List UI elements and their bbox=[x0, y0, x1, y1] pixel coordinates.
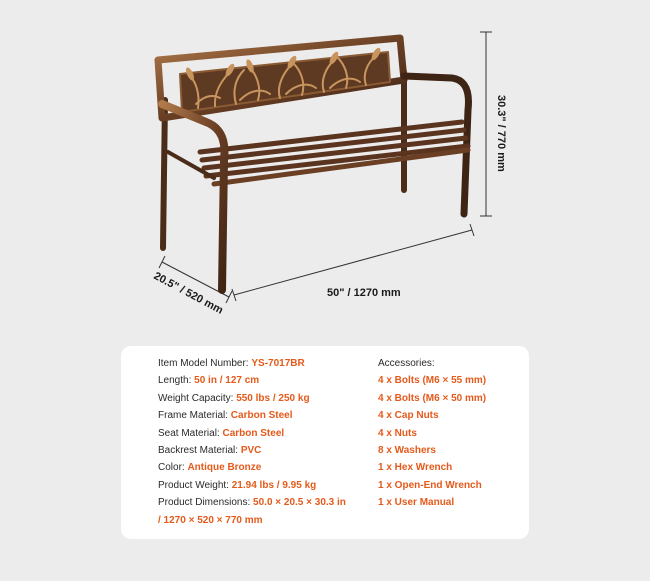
depth-dimension-label: 20.5" / 520 mm bbox=[151, 270, 226, 317]
accessory-item: 8 x Washers bbox=[378, 444, 436, 456]
spec-value: 550 lbs / 250 kg bbox=[236, 392, 310, 404]
spec-row-dimensions-metric bbox=[158, 512, 346, 529]
spec-label: Weight Capacity: bbox=[158, 392, 237, 404]
accessory-item: 1 x Open-End Wrench bbox=[378, 479, 482, 491]
accessory-item: 1 x User Manual bbox=[378, 497, 455, 509]
spec-value: Carbon Steel bbox=[230, 410, 293, 422]
spec-label: Seat Material: bbox=[158, 427, 223, 439]
spec-value: 50 in / 127 cm bbox=[194, 375, 260, 387]
length-dimension-label: 50" / 1270 mm bbox=[327, 287, 401, 299]
spec-value: 50.0 × 20.5 × 30.3 in bbox=[253, 497, 346, 509]
spec-value: / 1270 × 520 × 770 mm bbox=[158, 514, 263, 526]
spec-row-color bbox=[158, 459, 346, 476]
spec-row-seat bbox=[158, 425, 346, 442]
spec-label: Item Model Number: bbox=[158, 358, 252, 369]
spec-row-dimensions bbox=[158, 494, 346, 511]
accessory-item: 4 x Cap Nuts bbox=[378, 410, 439, 422]
spec-row-capacity bbox=[158, 390, 346, 407]
accessory-item: 1 x Hex Wrench bbox=[378, 462, 453, 474]
spec-row-backrest bbox=[158, 442, 346, 459]
spec-row-weight bbox=[158, 477, 346, 494]
spec-label: Length: bbox=[158, 375, 195, 387]
spec-label: Product Dimensions: bbox=[158, 497, 254, 509]
spec-value: PVC bbox=[240, 444, 262, 456]
specs-column bbox=[158, 355, 346, 529]
accessory-item: 4 x Bolts (M6 × 50 mm) bbox=[378, 392, 487, 404]
spec-value: Carbon Steel bbox=[222, 427, 285, 439]
spec-value: 21.94 lbs / 9.95 kg bbox=[231, 479, 317, 491]
accessories-heading: Accessories: bbox=[378, 358, 435, 369]
spec-label: Frame Material: bbox=[158, 410, 231, 422]
spec-row-frame bbox=[158, 407, 346, 424]
spec-value: YS-7017BR bbox=[251, 358, 305, 369]
specifications-card bbox=[121, 346, 529, 539]
height-dimension-label: 30.3" / 770 mm bbox=[495, 95, 507, 172]
spec-value: Antique Bronze bbox=[187, 462, 262, 474]
spec-row-length bbox=[158, 372, 346, 389]
spec-label: Backrest Material: bbox=[158, 444, 241, 456]
spec-label: Product Weight: bbox=[158, 479, 232, 491]
accessory-item: 4 x Bolts (M6 × 55 mm) bbox=[378, 375, 487, 387]
accessory-item: 4 x Nuts bbox=[378, 427, 417, 439]
spec-row-model bbox=[158, 355, 346, 372]
accessories-column bbox=[378, 355, 486, 512]
spec-label: Color: bbox=[158, 462, 188, 474]
height-dimension-line bbox=[480, 32, 492, 216]
bench-illustration bbox=[158, 38, 468, 290]
